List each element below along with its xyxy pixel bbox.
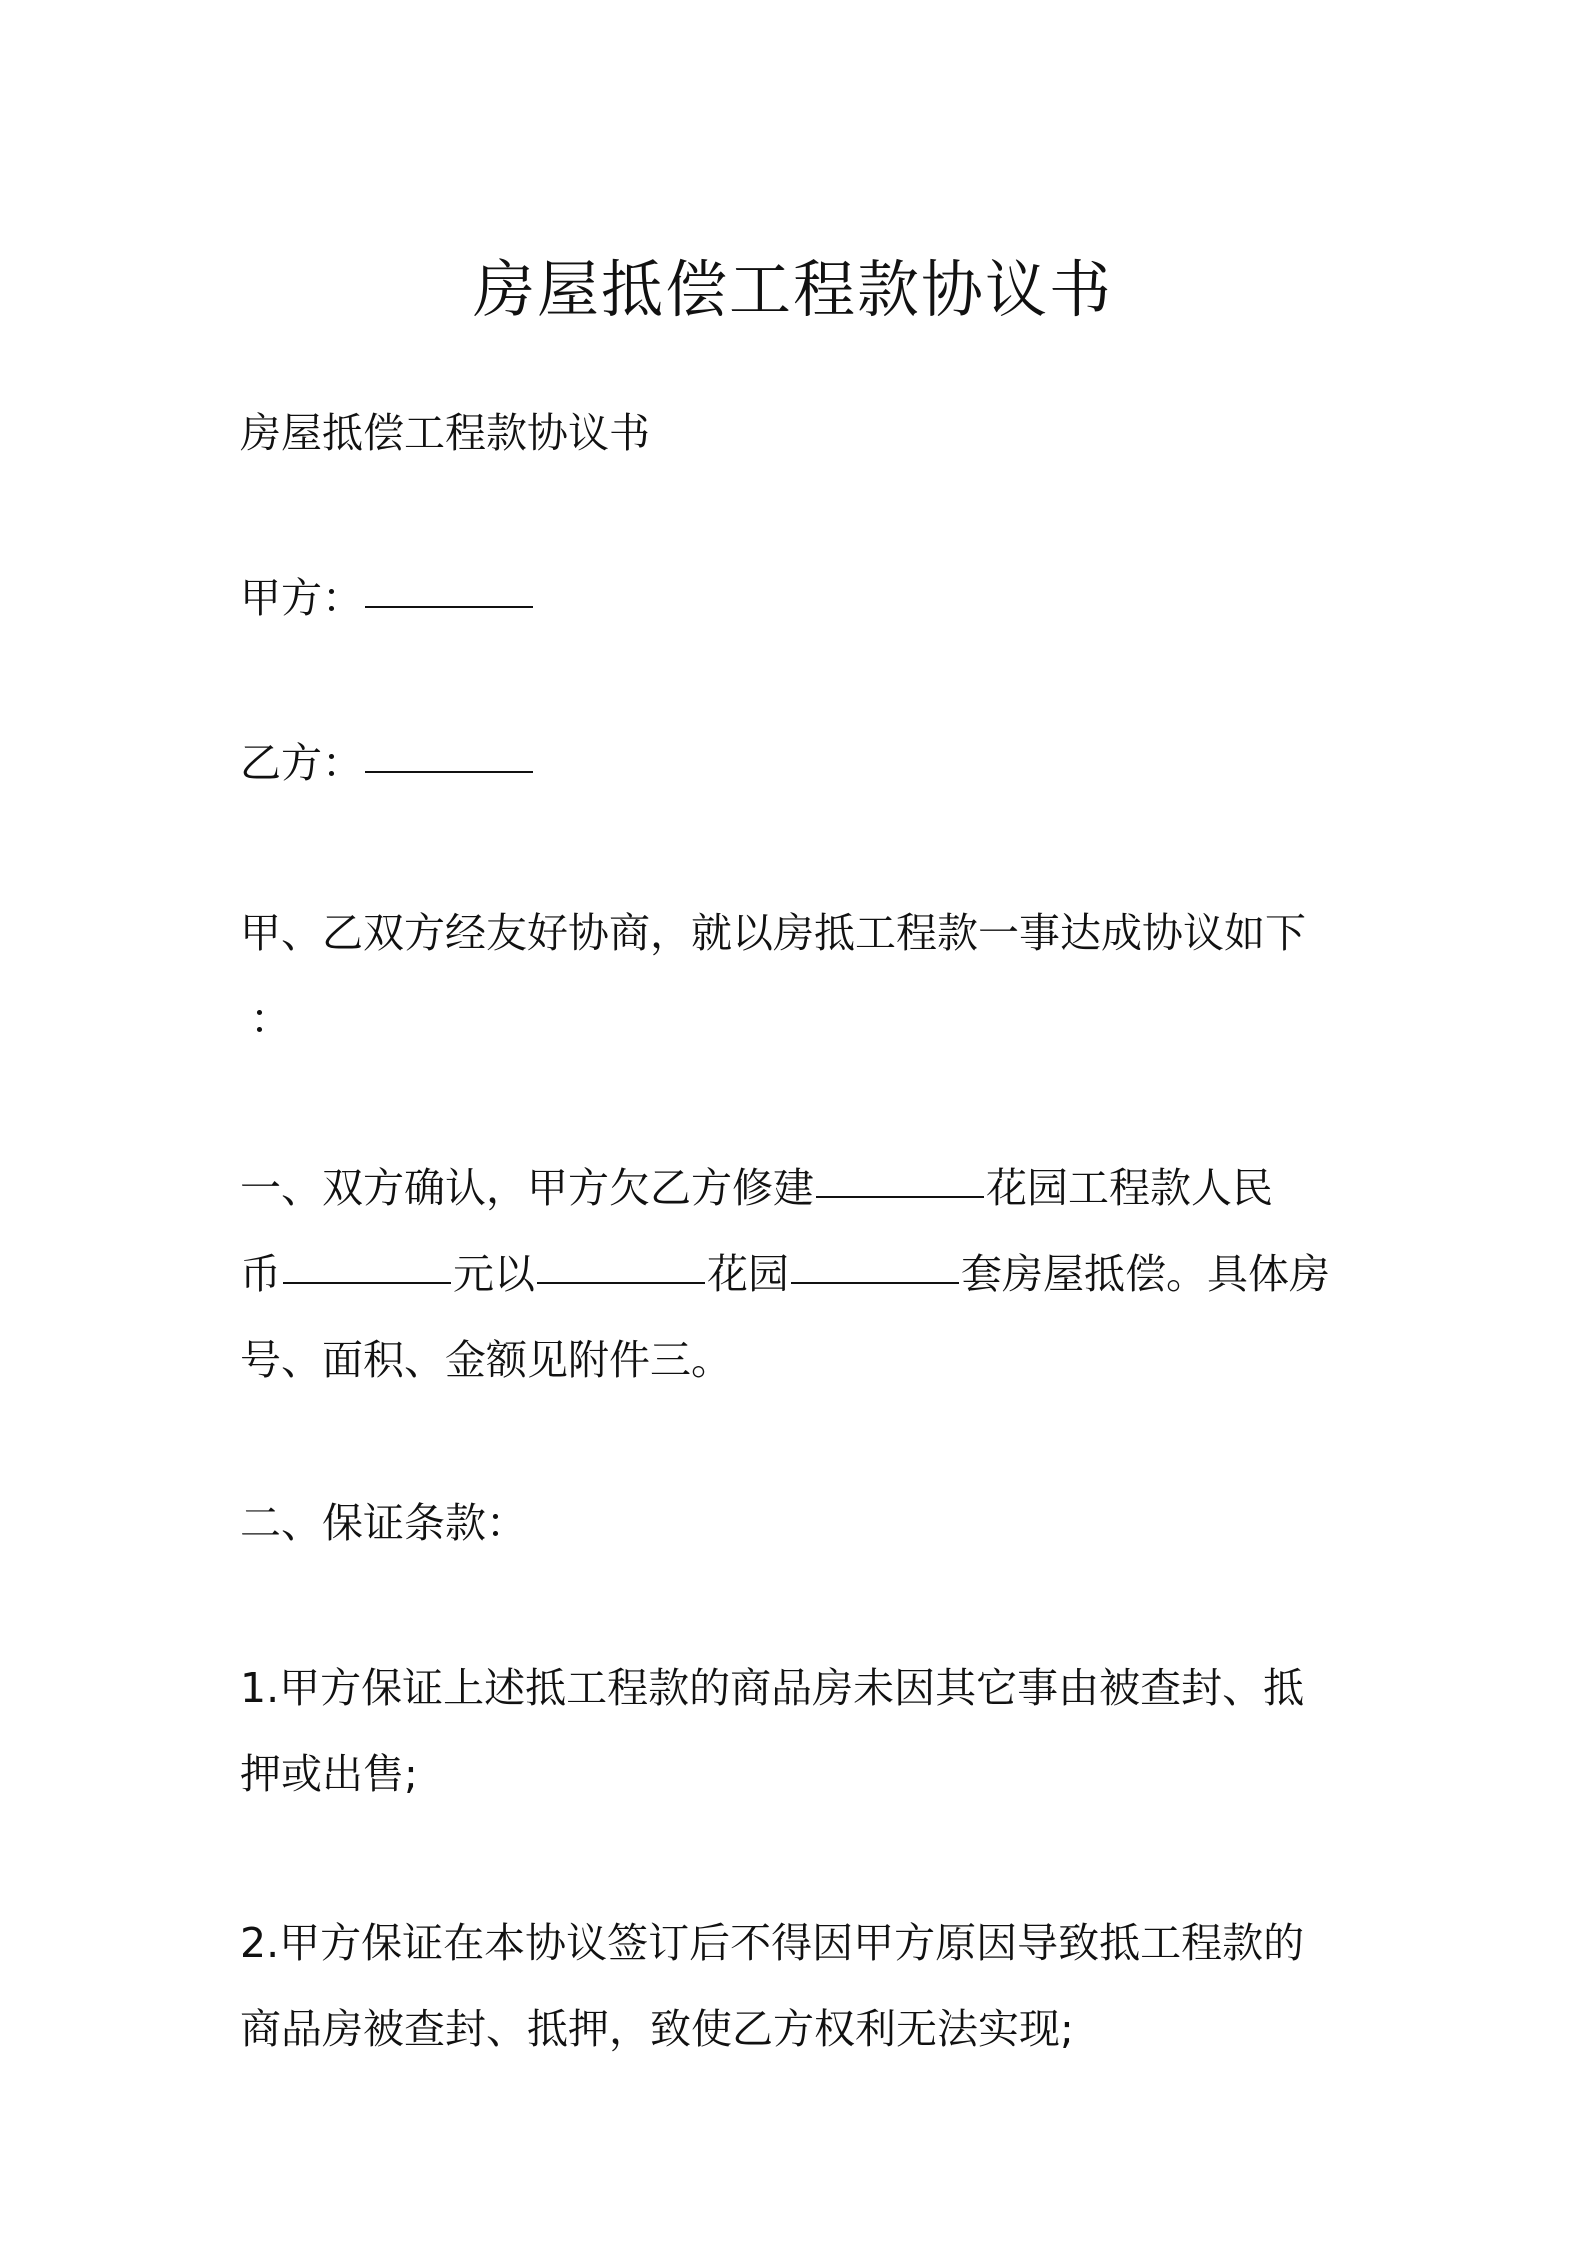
party-a-label: 甲方： <box>240 574 363 622</box>
item-1-paragraph <box>240 1645 1360 1817</box>
party-b-label: 乙方： <box>240 739 363 787</box>
clause-1-line-1 <box>240 1145 1360 1231</box>
clause-1-blank-units <box>791 1238 959 1284</box>
clause-1-blank-garden-name <box>537 1238 705 1284</box>
intro-line-2: ： <box>250 995 291 1043</box>
document-title: 房屋抵偿工程款协议书 <box>472 253 1113 326</box>
clause-1-blank-garden <box>816 1152 984 1198</box>
clause-1-text-b: 花园工程款人民 <box>986 1164 1273 1212</box>
clause-1-line-2 <box>240 1231 1360 1317</box>
party-b-blank <box>365 727 533 773</box>
document-subtitle: 房屋抵偿工程款协议书 <box>240 409 650 457</box>
item-2-line-2: 商品房被查封、抵押，致使乙方权利无法实现; <box>240 2005 1074 2053</box>
item-2-paragraph <box>240 1900 1360 2072</box>
clause-2-heading: 二、保证条款： <box>240 1499 527 1547</box>
intro-line-1: 甲、乙双方经友好协商，就以房抵工程款一事达成协议如下 <box>240 909 1306 957</box>
item-1-line-1: 1.甲方保证上述抵工程款的商品房未因其它事由被查封、抵 <box>240 1664 1305 1712</box>
party-a-blank <box>365 562 533 608</box>
clause-1-text-d: 元以 <box>453 1250 535 1298</box>
party-a-line <box>240 555 1360 641</box>
party-b-line <box>240 720 1360 806</box>
intro-paragraph <box>240 890 1360 1062</box>
clause-1-text-c: 币 <box>240 1250 281 1298</box>
item-2-line-1: 2.甲方保证在本协议签订后不得因甲方原因导致抵工程款的 <box>240 1919 1305 1967</box>
clause-1-blank-amount <box>283 1238 451 1284</box>
clause-1-line-3: 号、面积、金额见附件三。 <box>240 1336 732 1384</box>
clause-1-text-e: 花园 <box>707 1250 789 1298</box>
item-1-line-2: 押或出售; <box>240 1750 418 1798</box>
clause-1-text-a: 一、双方确认，甲方欠乙方修建 <box>240 1164 814 1212</box>
clause-1-paragraph <box>240 1145 1360 1403</box>
clause-1-text-f: 套房屋抵偿。具体房 <box>961 1250 1330 1298</box>
